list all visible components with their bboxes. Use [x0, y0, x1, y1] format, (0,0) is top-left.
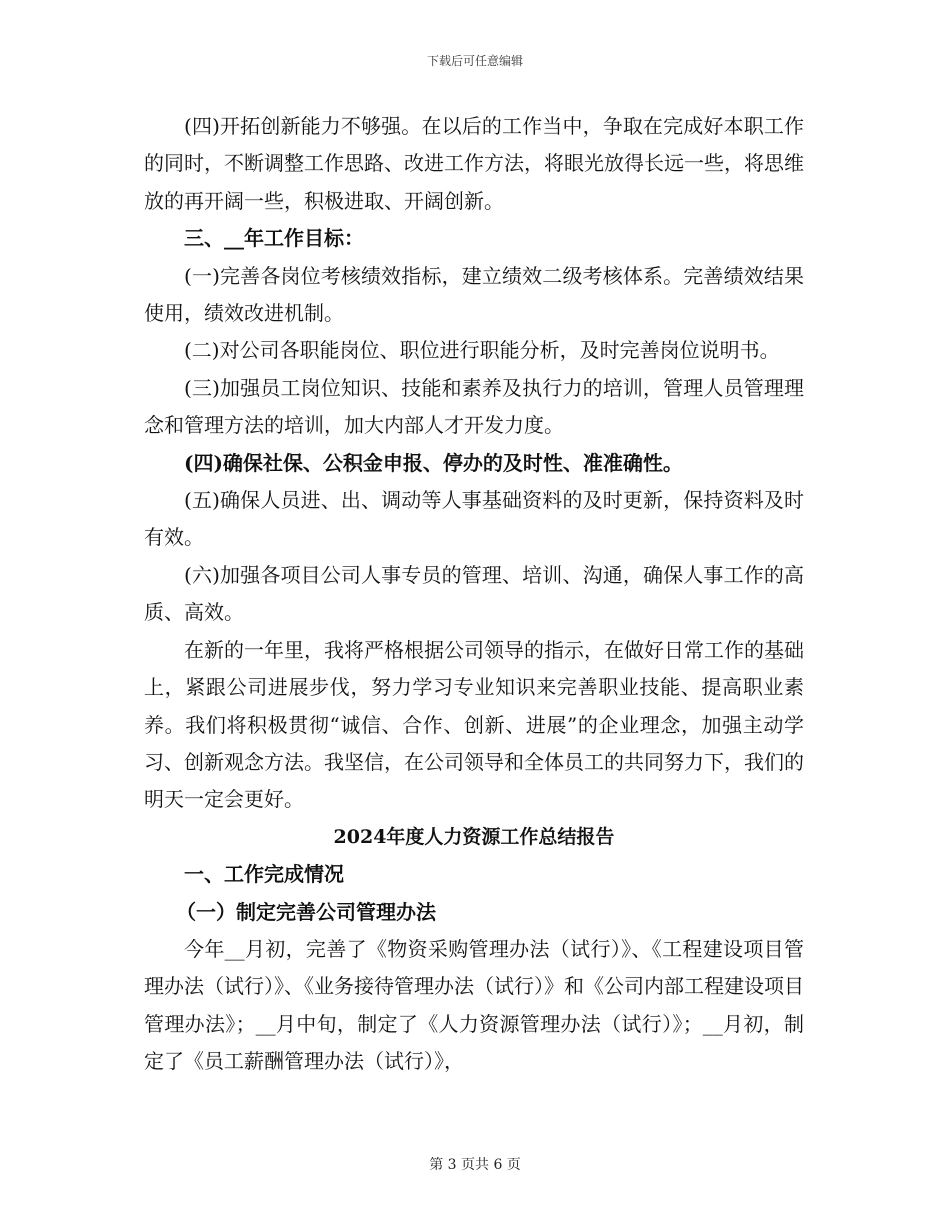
paragraph-goal-1: (一)完善各岗位考核绩效指标，建立绩效二级考核体系。完善绩效结果使用，绩效改进机制。 [144, 263, 804, 326]
report-title: 2024年度人力资源工作总结报告 [333, 825, 615, 848]
section-heading-work-completed: 一、工作完成情况 [184, 862, 344, 887]
document-body [144, 108, 804, 1081]
paragraph-goal-5: (五)确保人员进、出、调动等人事基础资料的及时更新，保持资料及时有效。 [144, 488, 804, 550]
subsection-heading-management-rules: （一）制定完善公司管理办法 [176, 899, 436, 924]
paragraph-closing: 在新的一年里，我将严格根据公司领导的指示，在做好日常工作的基础上，紧跟公司进展步伐，努力学习专业知识来完善职业技能、提高职业素养。我们将积极贯彻“诚信、合作、创新、进展”的企业理念，加强主动学习、创新观念方法。我坚信，在公司领导和全体员工的共同努力下，我们的明天一定会更好。 [144, 637, 804, 812]
paragraph-goal-3: (三)加强员工岗位知识、技能和素养及执行力的培训，管理人员管理理念和管理方法的培训，加大内部人才开发力度。 [144, 375, 804, 438]
section-heading-goals: 三、__年工作目标： [184, 226, 364, 251]
paragraph-goal-6: (六)加强各项目公司人事专员的管理、培训、沟通，确保人事工作的高质、高效。 [144, 562, 804, 625]
paragraph-goal-2: (二)对公司各职能岗位、职位进行职能分析，及时完善岗位说明书。 [184, 338, 780, 363]
paragraph-management-rules: 今年__月初，完善了《物资采购管理办法（试行）》、《工程建设项目管理办法（试行）》、《业务接待管理办法（试行）》和《公司内部工程建设项目管理办法》；__月中旬，制定了《人力资源管理办法（试行）》；__月初，制定了《员工薪酬管理办法（试行）》， [144, 936, 804, 1074]
paragraph-goal-4: (四)确保社保、公积金申报、停办的及时性、准准确性。 [184, 450, 683, 475]
page-number: 第 3 页共 6 页 [429, 1157, 521, 1173]
paragraph-innovation: (四)开拓创新能力不够强。在以后的工作当中，争取在完成好本职工作的同时，不断调整工作思路、改进工作方法，将眼光放得长远一些，将思维放的再开阔一些，积极进取、开阔创新。 [144, 114, 804, 213]
page-header: 下载后可任意编辑 [426, 54, 523, 68]
